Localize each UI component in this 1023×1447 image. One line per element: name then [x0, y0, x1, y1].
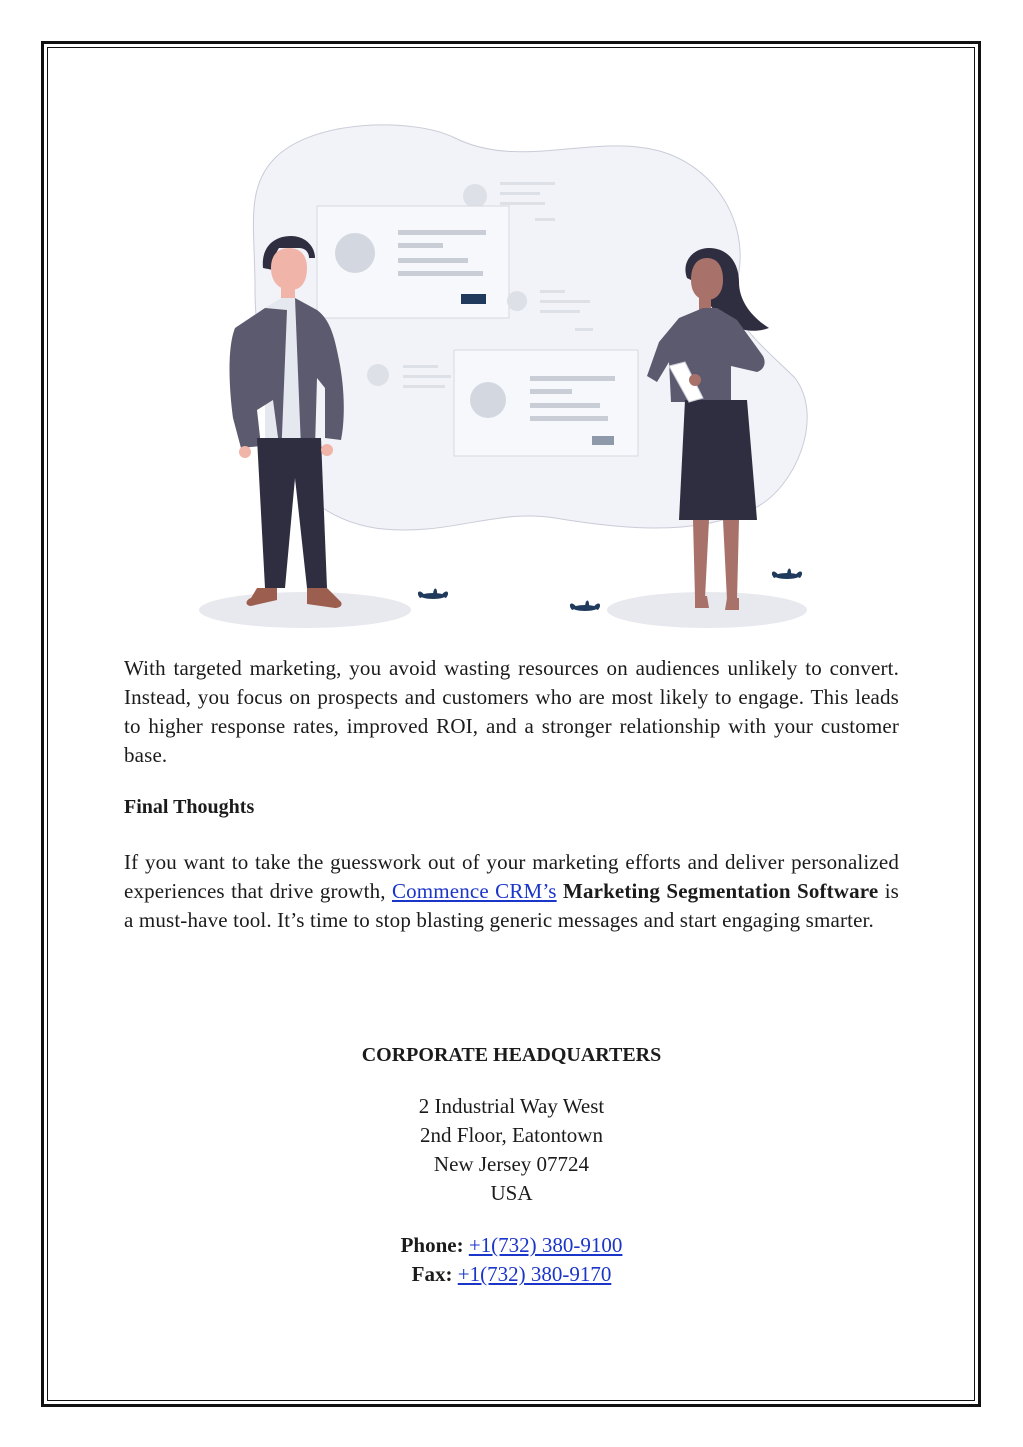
man-jacket-left	[230, 308, 288, 460]
card-2-avatar	[470, 382, 506, 418]
man-pants	[257, 438, 327, 588]
address-line: 2nd Floor, Eatontown	[420, 1123, 603, 1147]
woman-hand	[689, 374, 701, 386]
text-line	[500, 202, 545, 205]
contact-block	[0, 1231, 1023, 1289]
text-line	[530, 403, 600, 408]
text-line	[540, 300, 590, 303]
phone-row	[0, 1231, 1023, 1260]
woman-leg-right	[723, 520, 739, 600]
paragraph-text-start: If you want to take the guesswork out of your marketing efforts and deliver personalized experiences that drive growth,	[124, 850, 899, 903]
man-hand-left	[239, 446, 251, 458]
man-hand-right	[321, 444, 333, 456]
woman-leg-left	[693, 520, 709, 598]
text-line	[540, 290, 565, 293]
phone-label: Phone:	[400, 1233, 464, 1257]
final-thoughts-paragraph	[124, 848, 899, 935]
address-line: USA	[490, 1181, 533, 1205]
text-line	[530, 416, 608, 421]
avatar-circle-top	[463, 184, 487, 208]
paragraph-text-end: is a must-have tool. It’s time to stop blasting generic messages and start engaging smarter.	[124, 879, 899, 932]
address-line: 2 Industrial Way West	[418, 1094, 605, 1118]
card-1-button	[461, 294, 486, 304]
woman-neck	[699, 296, 711, 310]
text-line	[398, 271, 483, 276]
text-line	[500, 192, 540, 195]
woman-shoe-right	[725, 598, 739, 610]
headquarters-title: CORPORATE HEADQUARTERS	[361, 1044, 662, 1066]
commence-crm-link[interactable]: Commence CRM’s	[391, 879, 557, 903]
man-shadow	[199, 592, 411, 628]
text-line	[398, 243, 443, 248]
address-line: New Jersey 07724	[433, 1152, 590, 1176]
text-line	[530, 376, 615, 381]
plant-icon	[418, 589, 448, 600]
avatar-circle-mid	[507, 291, 527, 311]
text-line	[398, 258, 468, 263]
woman-skirt	[679, 400, 757, 520]
card-1-avatar	[335, 233, 375, 273]
targeted-marketing-paragraph: With targeted marketing, you avoid wasting resources on audiences unlikely to convert. Instead, you focus on prospects and customers who are most likely to engage. This leads to higher response rates, improved ROI, and a stronger relationship with your customer base.	[124, 656, 899, 767]
man-neck	[281, 286, 295, 300]
final-thoughts-heading: Final Thoughts	[124, 796, 255, 818]
phone-link[interactable]: +1(732) 380-9100	[468, 1233, 623, 1257]
main-content	[124, 654, 899, 932]
text-line	[500, 182, 555, 185]
plant-icon	[570, 601, 600, 612]
card-2-button	[592, 436, 614, 445]
headquarters-title-block	[0, 1040, 1023, 1070]
fax-link[interactable]: +1(732) 380-9170	[457, 1262, 612, 1286]
targeted-marketing-illustration	[195, 118, 820, 638]
man-head	[271, 248, 307, 290]
text-line	[403, 365, 438, 368]
text-line	[575, 328, 593, 331]
woman-shoe-left	[695, 596, 709, 608]
text-line	[398, 230, 486, 235]
text-line	[535, 218, 555, 221]
woman-head	[691, 258, 723, 300]
text-line	[403, 375, 451, 378]
text-line	[403, 385, 445, 388]
fax-row	[0, 1260, 1023, 1289]
plant-icon	[772, 569, 802, 580]
fax-label: Fax:	[411, 1262, 453, 1286]
product-name-bold: Marketing Segmentation Software	[563, 879, 879, 903]
text-line	[530, 389, 572, 394]
address-block	[0, 1092, 1023, 1208]
text-line	[540, 310, 580, 313]
avatar-circle-left	[367, 364, 389, 386]
